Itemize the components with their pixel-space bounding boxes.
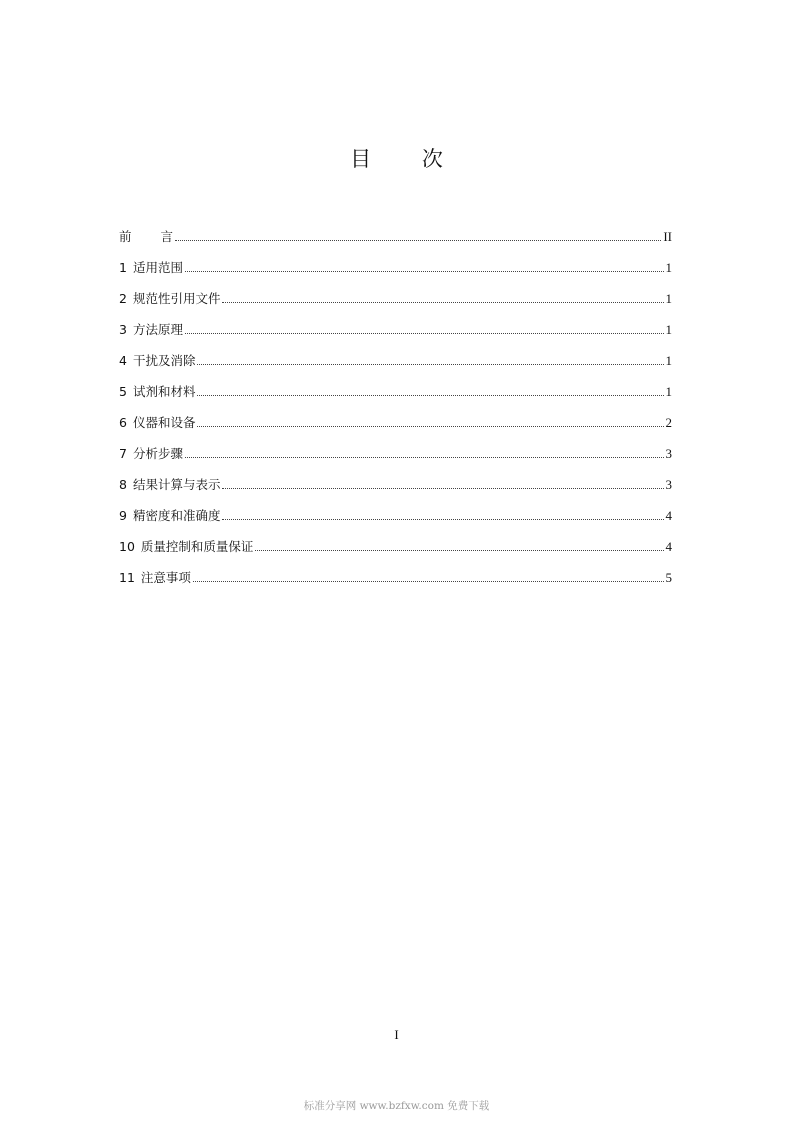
toc-entry[interactable] (119, 414, 672, 445)
toc-leader-dots (185, 333, 664, 334)
watermark-text: 标准分享网 www.bzfxw.com 免费下载 (303, 1100, 490, 1112)
toc-leader-dots (197, 364, 663, 365)
toc-leader-dots (222, 488, 663, 489)
toc-entry-label: 精密度和准确度 (132, 508, 221, 523)
toc-entry-label: 试剂和材料 (132, 384, 196, 399)
page-title: 目 次 (350, 147, 465, 171)
toc-entry-page: 3 (665, 477, 672, 492)
toc-entry-number: 10 (119, 539, 135, 554)
toc-leader-dots (185, 457, 664, 458)
toc-entry-number: 11 (119, 570, 135, 585)
toc-entry[interactable] (119, 321, 672, 352)
toc-entry-page: II (663, 229, 672, 244)
toc-entry[interactable] (119, 507, 672, 538)
toc-entry[interactable] (119, 569, 672, 600)
toc-entry-page: 5 (665, 570, 672, 585)
toc-entry-number: 9 (119, 508, 127, 523)
toc-leader-dots (222, 519, 663, 520)
toc-entry-label: 前言 (119, 229, 203, 244)
toc-entry-label: 干扰及消除 (132, 353, 196, 368)
toc-entry-page: 3 (665, 446, 672, 461)
toc-leader-dots (185, 271, 664, 272)
toc-entry-page: 1 (665, 291, 672, 306)
toc-leader-dots (175, 240, 661, 241)
toc-entry-label: 仪器和设备 (132, 415, 196, 430)
toc-entry[interactable] (119, 352, 672, 383)
toc-entry-page: 1 (665, 322, 672, 337)
toc-entry[interactable] (119, 538, 672, 569)
toc-entry[interactable] (119, 445, 672, 476)
toc-entry[interactable] (119, 476, 672, 507)
toc-leader-dots (255, 550, 663, 551)
toc-entry-number: 4 (119, 353, 127, 368)
toc-entry-foreword[interactable] (119, 228, 672, 259)
toc-entry-page: 4 (665, 508, 672, 523)
toc-entry-label: 质量控制和质量保证 (140, 539, 254, 554)
toc-entry[interactable] (119, 383, 672, 414)
toc-leader-dots (193, 581, 664, 582)
toc-entry-label: 注意事项 (140, 570, 191, 585)
toc-entry-page: 2 (665, 415, 672, 430)
toc-entry-number: 5 (119, 384, 127, 399)
toc-entry-page: 1 (665, 384, 672, 399)
toc-leader-dots (197, 426, 663, 427)
toc-entry-page: 4 (665, 539, 672, 554)
toc-entry-number: 7 (119, 446, 127, 461)
toc-entry-number: 8 (119, 477, 127, 492)
toc-entry-number: 6 (119, 415, 127, 430)
toc-entry[interactable] (119, 290, 672, 321)
toc-entry-label: 方法原理 (132, 322, 183, 337)
toc-entry-label: 规范性引用文件 (132, 291, 221, 306)
table-of-contents (119, 228, 672, 600)
toc-entry-label: 结果计算与表示 (132, 477, 221, 492)
toc-entry-number: 3 (119, 322, 127, 337)
toc-leader-dots (222, 302, 663, 303)
page-number: I (394, 1027, 399, 1042)
toc-entry[interactable] (119, 259, 672, 290)
toc-entry-page: 1 (665, 260, 672, 275)
toc-entry-page: 1 (665, 353, 672, 368)
toc-leader-dots (197, 395, 663, 396)
toc-entry-label: 适用范围 (132, 260, 183, 275)
toc-entry-number: 1 (119, 260, 127, 275)
toc-entry-label: 分析步骤 (132, 446, 183, 461)
toc-entry-number: 2 (119, 291, 127, 306)
